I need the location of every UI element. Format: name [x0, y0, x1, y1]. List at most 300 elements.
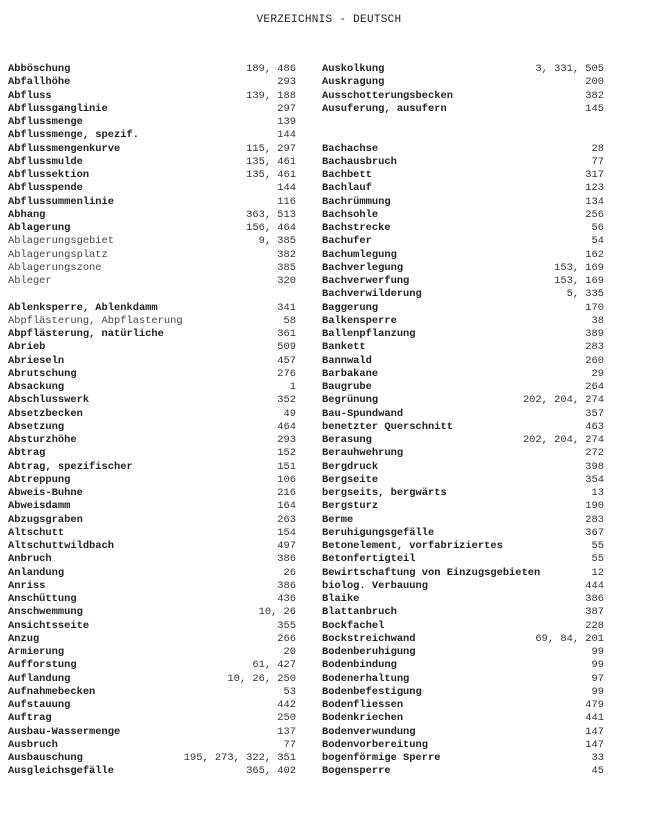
- page-numbers: 216: [277, 487, 296, 499]
- index-term: Bodenbefestigung: [322, 685, 422, 698]
- page-numbers: 382: [585, 89, 604, 102]
- page-numbers: 170: [585, 301, 604, 314]
- page-numbers: 382: [277, 248, 296, 261]
- index-term: Bergdruck: [322, 460, 379, 473]
- index-entry: [322, 646, 604, 659]
- page-numbers: 55: [591, 540, 604, 552]
- index-entry: [8, 222, 296, 235]
- page-numbers: 436: [277, 593, 296, 605]
- index-entry: [322, 116, 604, 129]
- page-numbers: 134: [585, 195, 604, 208]
- index-term: Berauhwehrung: [322, 447, 404, 460]
- index-entry: [8, 434, 296, 447]
- page-numbers: 12: [591, 566, 604, 579]
- index-entry: [8, 249, 296, 262]
- page-numbers: 250: [277, 712, 296, 725]
- page-numbers: 357: [585, 407, 604, 420]
- index-term: Ablagerung: [8, 222, 71, 234]
- index-term: Anschwemmung: [8, 606, 83, 619]
- index-term: Bodenberuhigung: [322, 646, 416, 658]
- index-term: Anbruch: [8, 553, 52, 566]
- page-numbers: 1: [289, 381, 296, 393]
- index-term: Altschuttwildbach: [8, 540, 115, 552]
- page-numbers: 202, 204, 274: [522, 394, 604, 407]
- page-numbers: 195, 273, 322, 351: [183, 752, 296, 764]
- index-entry: [8, 580, 296, 593]
- index-entry: [322, 209, 604, 222]
- page-numbers: 147: [585, 738, 604, 751]
- page-numbers: 144: [277, 129, 296, 142]
- index-entry: [322, 249, 604, 262]
- index-term: Aufforstung: [8, 659, 77, 672]
- page-numbers: 386: [585, 593, 604, 605]
- index-entry: [322, 527, 604, 540]
- index-term: Blaike: [322, 593, 360, 605]
- page-numbers: 441: [585, 712, 604, 725]
- index-term: Betonfertigteil: [322, 553, 416, 566]
- index-term: Ansichtsseite: [8, 619, 90, 632]
- index-entry: [8, 646, 296, 659]
- page-numbers: 464: [277, 420, 296, 433]
- index-entry: [8, 461, 296, 474]
- page-numbers: 367: [585, 526, 604, 539]
- page-numbers: 20: [283, 646, 296, 658]
- page-numbers: 153, 169: [554, 275, 604, 287]
- index-term: Abrutschung: [8, 367, 77, 380]
- page-numbers: 29: [591, 367, 604, 380]
- index-term: Bannwald: [322, 354, 372, 367]
- index-term: Ballenpflanzung: [322, 328, 416, 340]
- index-entry: [8, 288, 296, 301]
- index-term: Bankett: [322, 341, 366, 354]
- index-term: Bergsturz: [322, 500, 379, 513]
- index-term: Bewirtschaftung von Einzugsgebieten: [322, 566, 541, 579]
- page-numbers: 152: [277, 447, 296, 460]
- index-entry: [322, 474, 604, 487]
- page-numbers: 276: [277, 367, 296, 380]
- index-entry: [322, 633, 604, 646]
- page-numbers: 139, 188: [246, 89, 296, 102]
- index-term: Abflussmulde: [8, 155, 83, 168]
- page-numbers: 54: [591, 235, 604, 248]
- index-term: Altschutt: [8, 526, 65, 539]
- index-entry: [322, 275, 604, 288]
- index-term: Abschlusswerk: [8, 394, 90, 407]
- index-term: Abweisdamm: [8, 500, 71, 513]
- index-term: Abfallhöhe: [8, 76, 71, 89]
- index-column-right: [322, 63, 604, 779]
- index-term: Begrünung: [322, 394, 379, 407]
- index-term: Abflussummenlinie: [8, 195, 115, 208]
- page-numbers: 106: [277, 473, 296, 486]
- index-entry: [8, 129, 296, 142]
- index-entry: [8, 169, 296, 182]
- index-entry: [8, 699, 296, 712]
- index-entry: [8, 182, 296, 195]
- index-term: Abflussmenge, spezif.: [8, 129, 139, 142]
- index-entry: [8, 196, 296, 209]
- page-numbers: 123: [585, 182, 604, 195]
- index-term: Bachrümmung: [322, 195, 391, 208]
- index-term: Bodenvorbereitung: [322, 738, 429, 751]
- index-entry: [8, 116, 296, 129]
- index-entry: [322, 103, 604, 116]
- index-term: Ausuferung, ausufern: [322, 102, 447, 115]
- index-entry: [322, 580, 604, 593]
- page-numbers: 497: [277, 540, 296, 552]
- index-entry: [322, 514, 604, 527]
- index-term: Abtrag: [8, 447, 46, 460]
- page-numbers: 260: [585, 354, 604, 367]
- index-entry: [322, 686, 604, 699]
- index-entry: [8, 381, 296, 394]
- page-numbers: 151: [277, 460, 296, 473]
- index-entry: [322, 408, 604, 421]
- index-entry: [322, 90, 604, 103]
- page-numbers: 144: [277, 182, 296, 195]
- page-numbers: 116: [277, 195, 296, 208]
- index-entry: [322, 169, 604, 182]
- index-term: Ausschotterungsbecken: [322, 89, 453, 102]
- index-term: Bachufer: [322, 235, 372, 248]
- index-term: Bachverlegung: [322, 261, 404, 274]
- page-numbers: 283: [585, 341, 604, 354]
- index-entry: [8, 567, 296, 580]
- index-term: Barbakane: [322, 367, 379, 380]
- page-numbers: 28: [591, 142, 604, 155]
- page-numbers: 365, 402: [246, 765, 296, 778]
- index-entry: [322, 567, 604, 580]
- page-numbers: 49: [283, 407, 296, 420]
- index-entry: [322, 63, 604, 76]
- index-term: Abflussmenge: [8, 116, 83, 128]
- index-entry: [8, 686, 296, 699]
- index-entry: [8, 739, 296, 752]
- index-term: Bachumlegung: [322, 248, 397, 261]
- page-numbers: 363, 513: [246, 208, 296, 221]
- index-term: Abzugsgraben: [8, 513, 83, 526]
- page-numbers: 463: [585, 420, 604, 433]
- index-term: Abtrag, spezifischer: [8, 460, 133, 473]
- index-term: Absetzbecken: [8, 407, 83, 420]
- index-term: Abweis-Buhne: [8, 487, 83, 499]
- index-entry: [8, 712, 296, 725]
- index-entry: [8, 394, 296, 407]
- index-entry: [322, 156, 604, 169]
- index-term: Abfluss: [8, 89, 52, 102]
- page-numbers: 385: [277, 261, 296, 274]
- page-numbers: 145: [585, 102, 604, 115]
- index-entry: [8, 500, 296, 513]
- index-entry: [322, 315, 604, 328]
- index-column-left: [8, 63, 296, 779]
- index-term: Bachlauf: [322, 182, 372, 195]
- index-entry: [8, 673, 296, 686]
- page-numbers: 38: [591, 314, 604, 327]
- page-numbers: 272: [585, 447, 604, 460]
- index-entry: [8, 421, 296, 434]
- index-term: Absetzung: [8, 420, 65, 433]
- page-numbers: 398: [585, 460, 604, 473]
- page-numbers: 99: [591, 646, 604, 658]
- index-term: Abrieb: [8, 341, 46, 354]
- index-term: Baugrube: [322, 381, 372, 393]
- index-entry: [322, 659, 604, 672]
- index-entry: [322, 447, 604, 460]
- page-numbers: 479: [585, 699, 604, 711]
- index-entry: [322, 765, 604, 778]
- index-term: Abböschung: [8, 63, 71, 75]
- index-entry: [322, 593, 604, 606]
- page-numbers: 55: [591, 553, 604, 566]
- index-entry: [8, 315, 296, 328]
- index-term: Ablagerungsgebiet: [8, 235, 115, 248]
- page-numbers: 297: [277, 102, 296, 115]
- page-numbers: 13: [591, 487, 604, 499]
- index-term: Aufnahmebecken: [8, 685, 96, 698]
- index-entry: [8, 752, 296, 765]
- page-numbers: 45: [591, 765, 604, 778]
- index-term: bogenförmige Sperre: [322, 752, 441, 764]
- index-term: Auskragung: [322, 76, 385, 89]
- index-term: Bodenfliessen: [322, 699, 404, 711]
- page-numbers: 115, 297: [246, 142, 296, 155]
- index-term: Balkensperre: [322, 314, 397, 327]
- index-entry: [322, 540, 604, 553]
- index-entry: [322, 434, 604, 447]
- index-entry: [8, 553, 296, 566]
- index-entry: [8, 514, 296, 527]
- index-term: Bodenbindung: [322, 659, 397, 672]
- index-term: Ableger: [8, 275, 52, 287]
- page-numbers: 256: [585, 208, 604, 221]
- index-term: Bachverwerfung: [322, 275, 410, 287]
- page-numbers: 200: [585, 76, 604, 89]
- index-entry: [322, 606, 604, 619]
- index-entry: [8, 103, 296, 116]
- index-entry: [322, 129, 604, 142]
- page-numbers: 69, 84, 201: [535, 632, 604, 645]
- index-entry: [322, 421, 604, 434]
- index-term: Abrieseln: [8, 354, 65, 367]
- page-numbers: 354: [585, 473, 604, 486]
- index-entry: [322, 487, 604, 500]
- index-term: Abpflästerung, Abpflasterung: [8, 314, 183, 327]
- page-numbers: 266: [277, 632, 296, 645]
- page-numbers: 202, 204, 274: [522, 434, 604, 446]
- index-term: Auftrag: [8, 712, 52, 725]
- index-entry: [322, 752, 604, 765]
- index-entry: [322, 699, 604, 712]
- page-numbers: 99: [591, 685, 604, 698]
- index-term: Bergseite: [322, 473, 379, 486]
- index-entry: [8, 275, 296, 288]
- index-entry: [322, 222, 604, 235]
- page-numbers: 53: [283, 685, 296, 698]
- index-entry: [322, 712, 604, 725]
- index-entry: [8, 76, 296, 89]
- index-entry: [8, 593, 296, 606]
- index-term: Anzug: [8, 632, 40, 645]
- index-term: biolog. Verbauung: [322, 579, 429, 592]
- index-entry: [8, 209, 296, 222]
- page-numbers: 386: [277, 579, 296, 592]
- page-numbers: 10, 26: [258, 606, 296, 619]
- index-entry: [322, 368, 604, 381]
- index-entry: [322, 288, 604, 301]
- index-term: Absturzhöhe: [8, 434, 77, 446]
- index-entry: [8, 726, 296, 739]
- page-numbers: 77: [283, 738, 296, 751]
- page-numbers: 139: [277, 116, 296, 128]
- index-term: Anschüttung: [8, 593, 77, 605]
- page-numbers: 386: [277, 553, 296, 566]
- page-numbers: 317: [585, 169, 604, 181]
- index-term: Abpflästerung, natürliche: [8, 328, 164, 340]
- page-numbers: 293: [277, 434, 296, 446]
- index-entry: [8, 90, 296, 103]
- index-entry: [322, 673, 604, 686]
- index-term: Ausgleichsgefälle: [8, 765, 115, 778]
- index-entry: [322, 235, 604, 248]
- index-entry: [8, 235, 296, 248]
- index-term: Bockstreichwand: [322, 632, 416, 645]
- page-numbers: 320: [277, 275, 296, 287]
- page-numbers: 263: [277, 513, 296, 526]
- index-entry: [8, 143, 296, 156]
- index-term: Ausbruch: [8, 738, 58, 751]
- index-term: Bau-Spundwand: [322, 407, 404, 420]
- page-numbers: 341: [277, 301, 296, 314]
- page-numbers: 264: [585, 381, 604, 393]
- index-term: Bachverwilderung: [322, 288, 422, 301]
- index-term: Abflussganglinie: [8, 102, 108, 115]
- index-entry: [8, 302, 296, 315]
- index-term: Armierung: [8, 646, 65, 658]
- index-term: Abhang: [8, 208, 46, 221]
- index-term: Blattanbruch: [322, 606, 397, 619]
- index-entry: [322, 620, 604, 633]
- index-term: Bockfachel: [322, 619, 385, 632]
- index-term: Ausbauschung: [8, 752, 83, 764]
- index-term: Ablagerungszone: [8, 261, 102, 274]
- index-term: Absackung: [8, 381, 65, 393]
- index-entry: [8, 63, 296, 76]
- page-numbers: 444: [585, 579, 604, 592]
- page-numbers: 355: [277, 619, 296, 632]
- index-term: Abflussektion: [8, 169, 90, 181]
- index-term: Bodenerhaltung: [322, 672, 410, 685]
- index-entry: [8, 765, 296, 778]
- index-entry: [322, 143, 604, 156]
- page-numbers: 228: [585, 619, 604, 632]
- page-numbers: 33: [591, 752, 604, 764]
- page-numbers: 283: [585, 513, 604, 526]
- index-entry: [8, 368, 296, 381]
- index-entry: [8, 487, 296, 500]
- page-numbers: 135, 461: [246, 169, 296, 181]
- index-term: Bachbett: [322, 169, 372, 181]
- page-numbers: 99: [591, 659, 604, 672]
- index-term: bergseits, bergwärts: [322, 487, 447, 499]
- index-entry: [322, 394, 604, 407]
- index-term: Bogensperre: [322, 765, 391, 778]
- page-numbers: 61, 427: [252, 659, 296, 672]
- index-term: Ablenksperre, Ablenkdamm: [8, 301, 158, 314]
- index-term: Bachachse: [322, 142, 379, 155]
- index-entry: [8, 355, 296, 368]
- page-numbers: 26: [283, 566, 296, 579]
- index-term: Abflussmengenkurve: [8, 142, 121, 155]
- index-term: Bodenkriechen: [322, 712, 404, 725]
- page-numbers: 147: [585, 725, 604, 738]
- index-entry: [8, 620, 296, 633]
- index-entry: [322, 553, 604, 566]
- index-entry: [322, 381, 604, 394]
- index-entry: [322, 302, 604, 315]
- index-entry: [8, 156, 296, 169]
- index-entry: [322, 262, 604, 275]
- page-numbers: 293: [277, 76, 296, 89]
- index-entry: [8, 606, 296, 619]
- page-numbers: 77: [591, 155, 604, 168]
- index-term: Auskolkung: [322, 63, 385, 75]
- index-entry: [322, 76, 604, 89]
- index-term: Bodenverwundung: [322, 725, 416, 738]
- page-title: VERZEICHNIS - DEUTSCH: [256, 14, 402, 26]
- index-term: Berasung: [322, 434, 372, 446]
- index-term: Bachstrecke: [322, 222, 391, 234]
- index-term: Baggerung: [322, 301, 379, 314]
- index-entry: [8, 633, 296, 646]
- page-numbers: 3, 331, 505: [535, 63, 604, 75]
- index-term: Ablagerungsplatz: [8, 248, 108, 261]
- index-entry: [322, 196, 604, 209]
- page-numbers: 189, 486: [246, 63, 296, 75]
- page-numbers: 154: [277, 526, 296, 539]
- page-numbers: 5, 335: [566, 288, 604, 301]
- page-numbers: 10, 26, 250: [227, 672, 296, 685]
- index-term: Ausbau-Wassermenge: [8, 725, 121, 738]
- page-numbers: 389: [585, 328, 604, 340]
- index-entry: [322, 726, 604, 739]
- index-entry: [8, 328, 296, 341]
- page-numbers: 153, 169: [554, 261, 604, 274]
- index-entry: [8, 527, 296, 540]
- page-numbers: 58: [283, 314, 296, 327]
- page-numbers: 509: [277, 341, 296, 354]
- index-entry: [8, 341, 296, 354]
- page-numbers: 361: [277, 328, 296, 340]
- index-term: Bachsohle: [322, 208, 379, 221]
- index-entry: [8, 408, 296, 421]
- page-numbers: 9, 385: [258, 235, 296, 248]
- index-term: Abflusspende: [8, 182, 83, 195]
- index-entry: [8, 659, 296, 672]
- index-term: benetzter Querschnitt: [322, 420, 453, 433]
- index-term: Aufstauung: [8, 699, 71, 711]
- index-term: Anlandung: [8, 566, 65, 579]
- index-entry: [8, 447, 296, 460]
- page-numbers: 352: [277, 394, 296, 407]
- index-entry: [8, 262, 296, 275]
- index-term: Auflandung: [8, 672, 71, 685]
- index-entry: [322, 461, 604, 474]
- index-term: Berme: [322, 513, 354, 526]
- page-numbers: 135, 461: [246, 155, 296, 168]
- page-numbers: 137: [277, 725, 296, 738]
- page-numbers: 56: [591, 222, 604, 234]
